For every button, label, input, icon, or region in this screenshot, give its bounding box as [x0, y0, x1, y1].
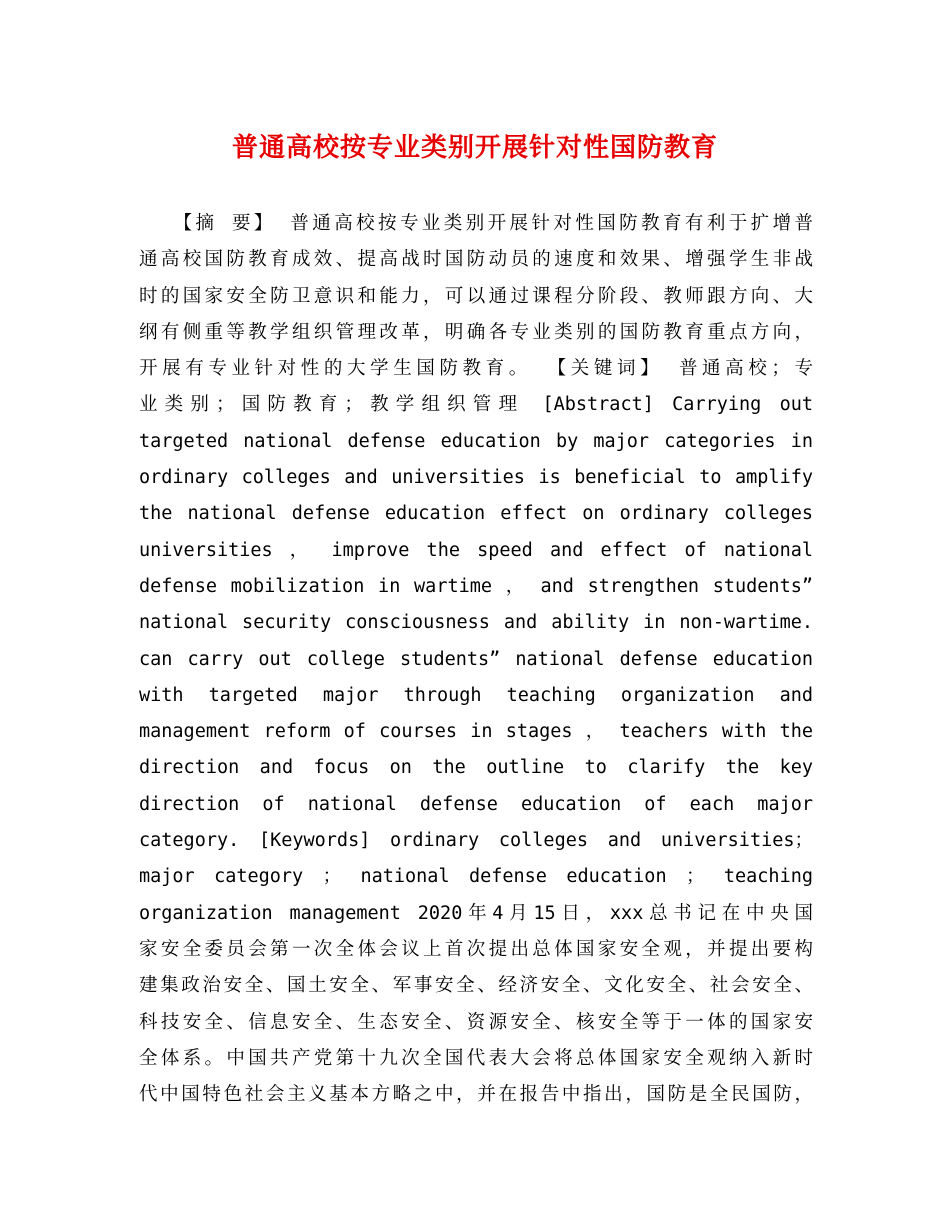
text-line: with targeted major through teaching organization and	[139, 684, 813, 706]
text-line: targeted national defense education by major categories in	[139, 430, 813, 452]
text-line: ordinary colleges and universities is beneficial to amplify	[139, 467, 813, 489]
text-line: 开展有专业针对性的大学生国防教育。 【关键词】 普通高校；专	[139, 358, 813, 380]
text-line: 纲有侧重等教学组织管理改革，明确各专业类别的国防教育重点方向，	[139, 321, 813, 343]
text-line: 【摘 要】 普通高校按专业类别开展针对性国防教育有利于扩增普	[139, 213, 813, 234]
text-line: the national defense education effect on ordinary colleges	[139, 503, 813, 525]
text-line: major category ； national defense education ； teaching	[139, 866, 813, 888]
text-line: national security consciousness and ability in non-wartime.	[139, 612, 813, 634]
text-line: category. [Keywords] ordinary colleges and universities；	[139, 830, 813, 852]
text-line: 建集政治安全、国土安全、军事安全、经济安全、文化安全、社会安全、	[139, 975, 813, 997]
text-line: can carry out college students” national defense education	[139, 648, 813, 670]
text-line: management reform of courses in stages ， teachers with the	[139, 721, 813, 743]
text-line: universities ， improve the speed and effect of national	[139, 539, 813, 561]
text-line: direction of national defense education of each major	[139, 793, 813, 815]
text-line: direction and focus on the outline to clarify the key	[139, 757, 813, 779]
text-line: 全体系。中国共产党第十九次全国代表大会将总体国家安全观纳入新时	[139, 1047, 813, 1069]
text-line: defense mobilization in wartime ， and strengthen students”	[139, 575, 813, 597]
text-line: 代中国特色社会主义基本方略之中，并在报告中指出，国防是全民国防，	[139, 1084, 813, 1106]
text-line: 时的国家安全防卫意识和能力，可以通过课程分阶段、教师跟方向、大	[139, 285, 813, 307]
text-line: 家安全委员会第一次全体会议上首次提出总体国家安全观，并提出要构	[139, 938, 813, 960]
text-line: 业类别；国防教育；教学组织管理 [Abstract] Carrying out	[139, 394, 813, 416]
document-title: 普通高校按专业类别开展针对性国防教育	[231, 133, 718, 163]
text-line: 通高校国防教育成效、提高战时国防动员的速度和效果、增强学生非战	[139, 249, 813, 271]
text-line: 科技安全、信息安全、生态安全、资源安全、核安全等于一体的国家安	[139, 1011, 813, 1033]
text-line: organization management 2020年4月15日，xxx总书记在中央国	[139, 902, 813, 924]
document-body	[139, 206, 813, 1113]
